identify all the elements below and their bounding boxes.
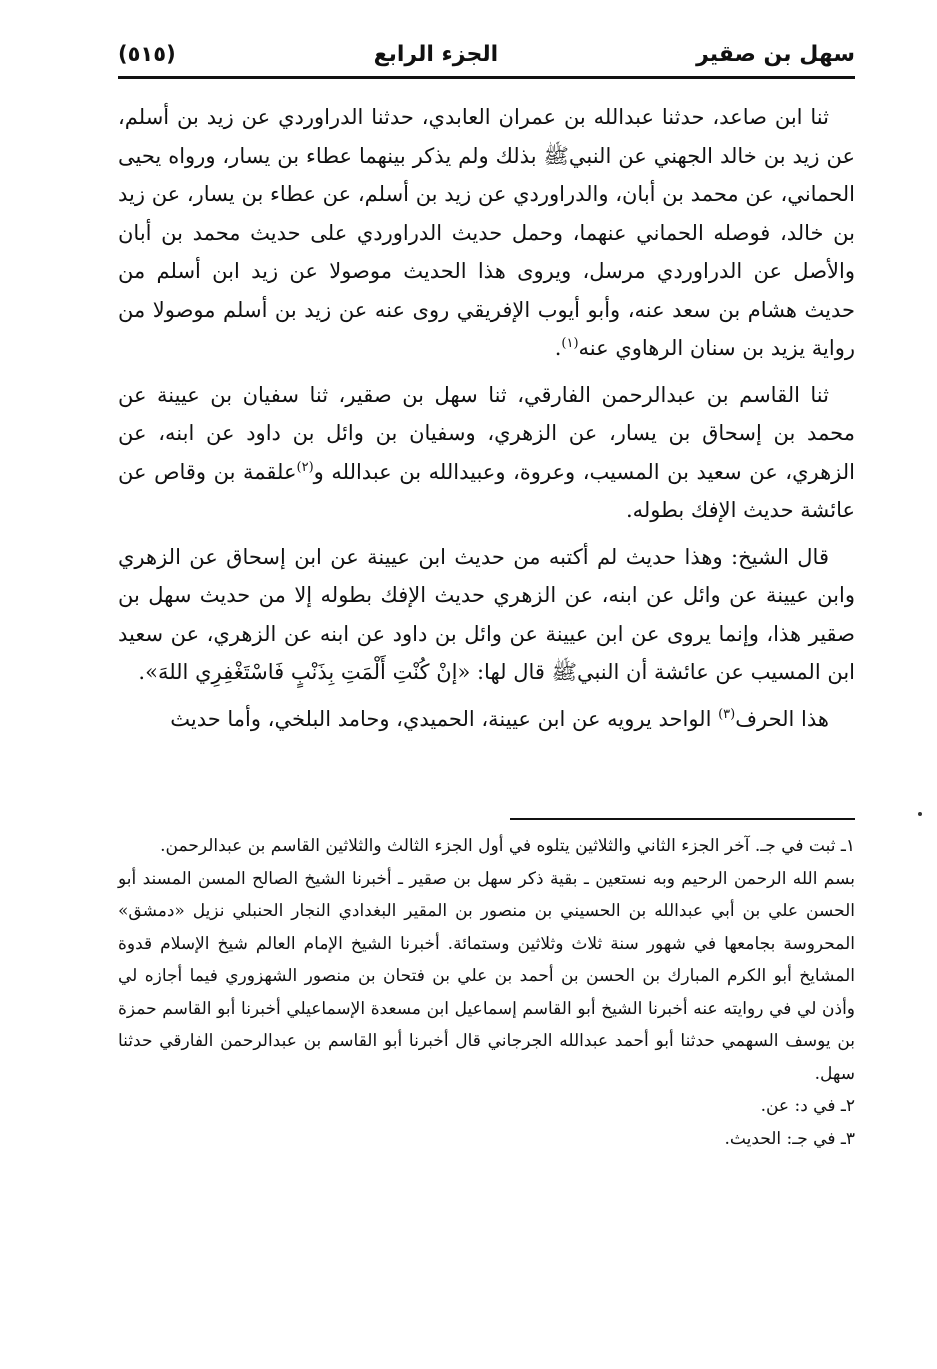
- page-number: (٥١٥): [118, 42, 176, 66]
- paragraph-3-text: قال الشيخ: وهذا حديث لم أكتبه من حديث ابن عيينة عن ابن إسحاق عن الزهري وابن عيينة عن وائل عن ابنه، عن الزهري حديث الإفك بطوله إلا من حديث سهل بن صقير هذا، وإنما يروى عن ابن عيينة عن وائل بن داود عن ابنه عن الزهري، عن سعيد ابن المسيب عن عائشة أن النبيﷺ قال لها: «إنْ كُنْتِ أَلْمَتِ بِذَنْبٍ فَاسْتَغْفِرِي اللهَ».: [118, 544, 855, 684]
- paragraph-2: [118, 376, 855, 530]
- footnotes: [118, 830, 855, 1155]
- footnote-ref-1: (١): [561, 336, 579, 351]
- header-rule: [118, 76, 855, 79]
- paragraph-1-text: ثنا ابن صاعد، حدثنا عبدالله بن عمران العابدي، حدثنا الدراوردي عن زيد بن أسلم، عن زيد بن خالد الجهني عن النبيﷺ بذلك ولم يذكر بينهما عطاء بن يسار، ورواه يحيى الحماني، عن محمد بن أبان، والدراوردي عن زيد بن أسلم، عن عطاء بن يسار، عن زيد بن خالد، فوصله الحماني عنهما، وحمل حديث الدراوردي على حديث محمد بن أبان والأصل عن الدراوردي مرسل، ويروى هذا الحديث موصولا عن زيد ابن أسلم من حديث هشام بن سعد عنه، وأبو أيوب الإفريقي روى عنه عن زيد بن أسلم موصولا من رواية يزيد بن سنان الرهاوي عنه: [118, 105, 855, 360]
- paragraph-4-text-b: الواحد يرويه عن ابن عيينة، الحميدي، وحامد البلخي، وأما حديث: [170, 706, 719, 731]
- paragraph-2-text-b: علقمة بن وقاص عن عائشة حديث الإفك بطوله.: [118, 459, 855, 522]
- footnote-ref-3: (٣): [718, 706, 736, 722]
- paragraph-1: [118, 98, 855, 368]
- footnote-1-continuation: بسم الله الرحمن الرحيم وبه نستعين ـ بقية ذكر سهل بن صقير ـ أخبرنا الشيخ الصالح المسن المسند أبو الحسن علي بن أبي عبدالله بن الحسيني بن منصور بن المقير البغدادي النجار الحنبلي نزيل «دمشق» المحروسة بجامعها في شهور سنة ثلاث وثلاثين وستمائة. أخبرنا الشيخ الإمام العالم شيخ الإسلام قدوة المشايخ أبو الكرم المبارك بن الحسن بن أحمد بن علي بن فتحان بن منصور الشهزوري فيما أجازه لي وأذن لي في روايته عنه أخبرنا الشيخ أبو القاسم إسماعيل ابن مسعدة الإسماعيلي أخبرنا أبو القاسم حمزة بن يوسف السهمي حدثنا أبو أحمد عبدالله الجرجاني قال أخبرنا أبو القاسم بن عبدالرحمن الفارقي حدثنا سهل.: [118, 868, 855, 1084]
- paragraph-4-text-a: هذا الحرف: [735, 706, 829, 731]
- footnote-3: ٣ـ في جـ: الحديث.: [724, 1128, 855, 1149]
- paragraph-4: [118, 700, 855, 739]
- paragraph-3: [118, 538, 855, 692]
- paragraph-2-text-a: ثنا القاسم بن عبدالرحمن الفارقي، ثنا سهل بن صقير، ثنا سفيان بن عيينة عن محمد بن إسحاق بن يسار، عن الزهري، وسفيان بن وائل بن داود عن ابنه، عن الزهري، عن سعيد بن المسيب، وعروة، وعبيدالله بن عبدالله و: [118, 382, 855, 484]
- page-header: [118, 34, 855, 74]
- footnote-ref-2: (٢): [296, 459, 314, 475]
- scan-speck: [918, 812, 922, 816]
- paragraph-1-end: .: [554, 336, 562, 360]
- footnote-2: ٢ـ في د: عن.: [760, 1096, 855, 1116]
- footnote-1: [118, 830, 855, 863]
- running-title: سهل بن صقير: [696, 41, 855, 67]
- main-text: [118, 98, 855, 746]
- footnote-1-text: ثبت في جـ. آخر الجزء الثاني والثلاثين يتلوه في أول الجزء الثالث والثلاثين القاسم بن عبدالرحمن.: [160, 836, 836, 856]
- footnote-rule: [510, 818, 855, 820]
- footnote-1-number: ١ـ: [840, 836, 855, 856]
- part-title: الجزء الرابع: [373, 41, 499, 67]
